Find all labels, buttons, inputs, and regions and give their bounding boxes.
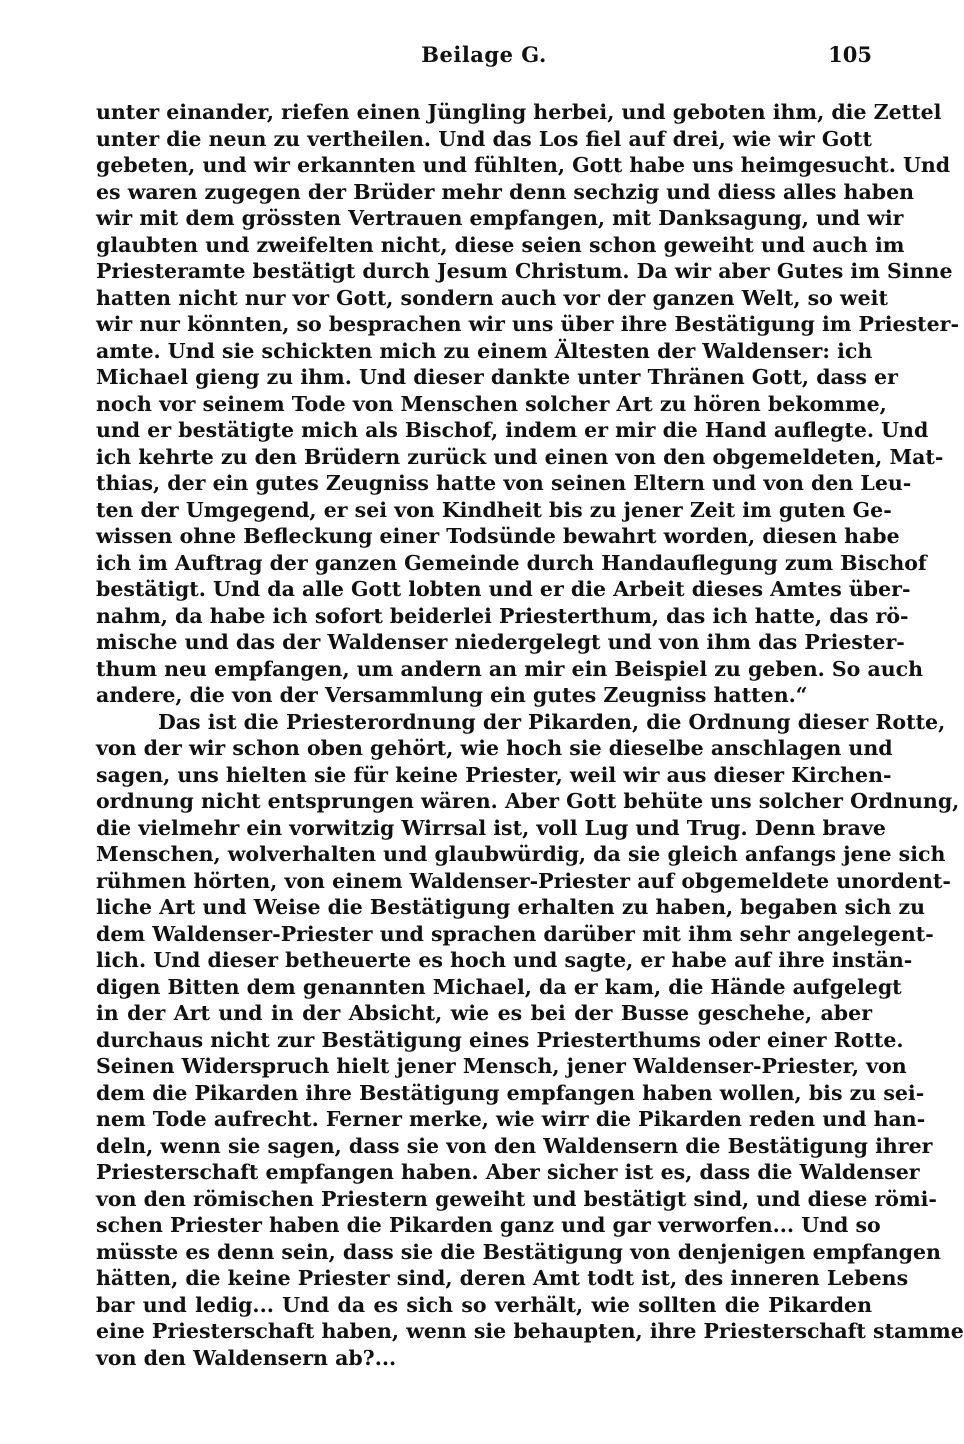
running-title: Beilage G.: [421, 42, 547, 67]
text-line: liche Art und Weise die Bestätigung erhalten zu haben, begaben sich zu: [96, 895, 926, 919]
text-line: sagen, uns hielten sie für keine Priester, weil wir aus dieser Kirchen-: [96, 762, 892, 787]
text-line: es waren zugegen der Brüder mehr denn sechzig und diess alles haben: [96, 179, 915, 204]
text-line: thum neu empfangen, um andern an mir ein Beispiel zu geben. So auch: [96, 656, 924, 681]
text-line: nahm, da habe ich sofort beiderlei Priesterthum, das ich hatte, das rö-: [96, 603, 909, 628]
text-line: thias, der ein gutes Zeugniss hatte von seinen Eltern und von den Leu-: [96, 471, 912, 495]
text-line: andere, die von der Versammlung ein gutes Zeugniss hatten.“: [96, 683, 808, 707]
text-line: ich kehrte zu den Brüdern zurück und einen von den obgemeldeten, Mat-: [96, 444, 944, 469]
text-line: und er bestätigte mich als Bischof, indem er mir die Hand auflegte. Und: [96, 418, 929, 442]
text-line: Priesterschaft empfangen haben. Aber sicher ist es, dass die Waldenser: [96, 1160, 920, 1184]
text-line: Das ist die Priesterordnung der Pikarden, die Ordnung dieser Rotte,: [158, 709, 946, 734]
text-line: Seinen Widerspruch hielt jener Mensch, jener Waldenser-Priester, von: [96, 1054, 907, 1078]
text-line: mische und das der Waldenser niedergelegt und von ihm das Priester-: [96, 630, 905, 654]
body-text: [96, 99, 964, 1371]
text-line: ich im Auftrag der ganzen Gemeinde durch Handauflegung zum Bischof: [96, 550, 927, 575]
text-line: noch vor seinem Tode von Menschen solcher Art zu hören bekomme,: [96, 391, 887, 416]
text-line: Priesteramte bestätigt durch Jesum Christum. Da wir aber Gutes im Sinne: [96, 259, 953, 283]
text-line: eine Priesterschaft haben, wenn sie behaupten, ihre Priesterschaft stamme: [96, 1319, 964, 1343]
text-line: rühmen hörten, von einem Waldenser-Priester auf obgemeldete unordent-: [96, 868, 951, 893]
text-line: dem die Pikarden ihre Bestätigung empfangen haben wollen, bis zu sei-: [96, 1080, 925, 1105]
text-line: wissen ohne Befleckung einer Todsünde bewahrt worden, diesen habe: [96, 524, 900, 548]
text-line: von den römischen Priestern geweiht und bestätigt sind, und diese römi-: [96, 1186, 937, 1211]
text-line: amte. Und sie schickten mich zu einem Ältesten der Waldenser: ich: [96, 338, 873, 363]
page-number: 105: [828, 42, 872, 67]
text-line: deln, wenn sie sagen, dass sie von den Waldensern die Bestätigung ihrer: [96, 1133, 933, 1158]
text-line: schen Priester haben die Pikarden ganz und gar verworfen... Und so: [96, 1213, 881, 1237]
text-line: in der Art und in der Absicht, wie es bei der Busse geschehe, aber: [96, 1001, 872, 1025]
text-line: glaubten und zweifelten nicht, diese seien schon geweiht und auch im: [96, 232, 905, 257]
running-header: [96, 42, 872, 72]
text-line: gebeten, und wir erkannten und fühlten, Gott habe uns heimgesucht. Und: [96, 153, 951, 177]
text-line: unter einander, riefen einen Jüngling herbei, und geboten ihm, die Zettel: [96, 100, 942, 124]
text-line: lich. Und dieser betheuerte es hoch und sagte, er habe auf ihre instän-: [96, 948, 913, 972]
text-line: durchaus nicht zur Bestätigung eines Priesterthums oder einer Rotte.: [96, 1027, 904, 1052]
text-line: hätten, die keine Priester sind, deren Amt todt ist, des inneren Lebens: [96, 1266, 909, 1290]
text-line: ordnung nicht entsprungen wären. Aber Gott behüte uns solcher Ordnung,: [96, 789, 960, 813]
text-line: von den Waldensern ab?...: [96, 1345, 397, 1370]
text-line: wir nur könnten, so besprachen wir uns über ihre Bestätigung im Priester-: [96, 312, 959, 336]
text-line: dem Waldenser-Priester und sprachen darüber mit ihm sehr angelegent-: [96, 921, 934, 946]
text-line: digen Bitten dem genannten Michael, da er kam, die Hände aufgelegt: [96, 974, 902, 999]
text-line: Menschen, wolverhalten und glaubwürdig, da sie gleich anfangs jene sich: [96, 842, 946, 866]
text-line: müsste es denn sein, dass sie die Bestätigung von denjenigen empfangen: [96, 1239, 941, 1264]
text-line: von der wir schon oben gehört, wie hoch sie dieselbe anschlagen und: [96, 736, 893, 760]
text-line: unter die neun zu vertheilen. Und das Los fiel auf drei, wie wir Gott: [96, 126, 872, 151]
text-line: die vielmehr ein vorwitzig Wirrsal ist, voll Lug und Trug. Denn brave: [96, 815, 886, 840]
text-line: Michael gieng zu ihm. Und dieser dankte unter Thränen Gott, dass er: [96, 365, 898, 389]
text-line: bar und ledig... Und da es sich so verhält, wie sollten die Pikarden: [96, 1292, 872, 1317]
text-line: ten der Umgegend, er sei von Kindheit bis zu jener Zeit im guten Ge-: [96, 497, 892, 522]
text-line: hatten nicht nur vor Gott, sondern auch vor der ganzen Welt, so weit: [96, 285, 888, 310]
text-line: wir mit dem grössten Vertrauen empfangen, mit Danksagung, und wir: [96, 206, 904, 230]
text-line: nem Tode aufrecht. Ferner merke, wie wirr die Pikarden reden und han-: [96, 1107, 926, 1131]
text-line: bestätigt. Und da alle Gott lobten und er die Arbeit dieses Amtes über-: [96, 577, 911, 601]
